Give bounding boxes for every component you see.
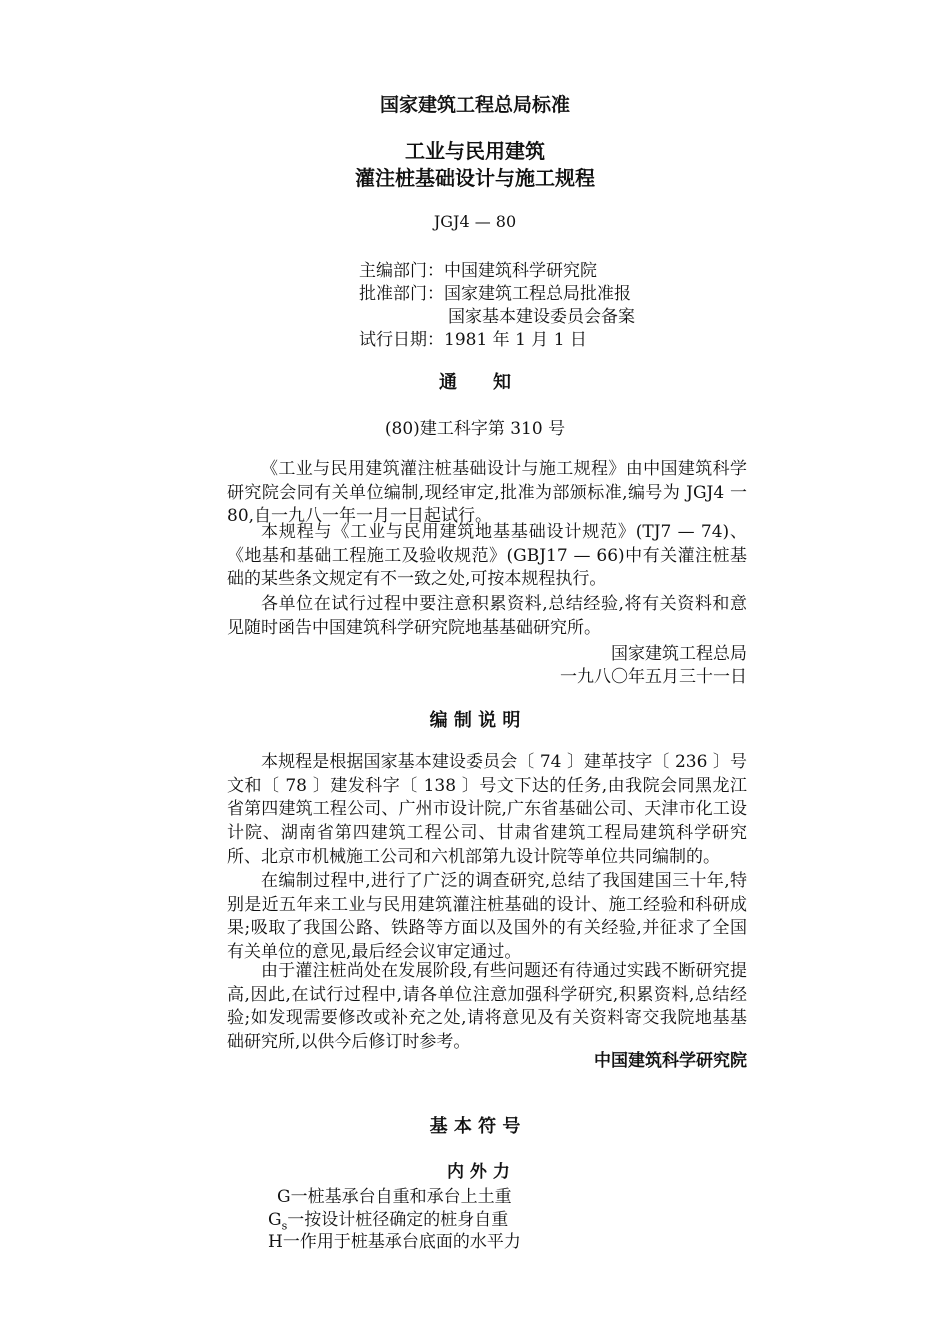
notice-paragraph-1: 《工业与民用建筑灌注桩基础设计与施工规程》由中国建筑科学研究院会同有关单位编制,现经审定,批准为部颁标准,编号为 JGJ4 一 80,自一九八一年一月一日起试行。 (227, 459, 747, 527)
notice-paragraph-3: 各单位在试行过程中要注意积累资料,总结经验,将有关资料和意见随时函告中国建筑科学研究院地基基础研究所。 (227, 594, 747, 638)
symbol-subscript: s (281, 1219, 288, 1233)
trial-label: 试行日期： (359, 330, 444, 350)
symbol: G (277, 1187, 291, 1207)
symbols-heading: 基 本 符 号 (429, 1116, 521, 1137)
symbol: H (268, 1232, 283, 1252)
compilation-signer: 中国建筑科学研究院 (594, 1051, 747, 1071)
compilation-heading: 编 制 说 明 (429, 710, 521, 731)
symbols-subheading: 内 外 力 (447, 1162, 510, 1182)
notice-signer: 国家建筑工程总局 (611, 644, 747, 664)
editor-value: 中国建筑科学研究院 (444, 261, 597, 281)
symbol-description: 一桩基承台自重和承台上土重 (290, 1187, 512, 1207)
symbol: G (268, 1210, 282, 1230)
trial-date: 1981 年 1 月 1 日 (444, 330, 587, 350)
compilation-paragraph-2: 在编制过程中,进行了广泛的调查研究,总结了我国建国三十年,特别是近五年来工业与民用建筑灌注桩基础的设计、施工经验和科研成果;吸取了我国公路、铁路等方面以及国外的有关经验,并征求了全国有关单位的意见,最后经会议审定通过。 (227, 871, 747, 963)
meta-editor (359, 256, 597, 281)
title-line-1: 工业与民用建筑 (405, 139, 545, 163)
notice-heading: 通 知 (439, 372, 511, 393)
approver-value-1: 国家建筑工程总局批准报 (444, 284, 631, 304)
bureau-standard: 国家建筑工程总局标准 (379, 94, 570, 116)
notice-paragraph-2: 本规程与《工业与民用建筑地基基础设计规范》(TJ7 — 74)、《地基和基础工程施工及验收规范》(GBJ17 — 66)中有关灌注桩基础的某些条文规定有不一致之处,可按本规程执行。 (227, 522, 747, 590)
meta-trial (359, 325, 587, 350)
compilation-paragraph-3: 由于灌注桩尚处在发展阶段,有些问题还有待通过实践不断研究提高,因此,在试行过程中,请各单位注意加强科学研究,积累资料,总结经验;如发现需要修改或补充之处,请将意见及有关资料寄交我院地基基础研究所,以供今后修订时参考。 (227, 961, 747, 1053)
notice-doc-number: (80)建工科字第 310 号 (384, 419, 566, 439)
notice-date: 一九八〇年五月三十一日 (560, 667, 747, 687)
compilation-paragraph-1: 本规程是根据国家基本建设委员会〔 74 〕建革技字〔 236 〕号文和〔 78 〕建发科字〔 138 〕号文下达的任务,由我院会同黑龙江省第四建筑工程公司、广州市设计院,广东省基础公司、天津市化工设计院、湖南省第四建筑工程公司、甘肃省建筑工程局建筑科学研究所、北京市机械施工公司和六机部第九设计院等单位共同编制的。 (227, 752, 747, 867)
approver-label: 批准部门： (359, 284, 444, 304)
symbol-description: 一按设计桩径确定的桩身自重 (287, 1210, 509, 1230)
symbol-item (277, 1182, 512, 1207)
title-line-2: 灌注桩基础设计与施工规程 (355, 166, 595, 190)
meta-approver (359, 279, 631, 304)
approver-value-2: 国家基本建设委员会备案 (448, 307, 635, 327)
standard-code: JGJ4 — 80 (433, 212, 517, 231)
symbol-item (268, 1227, 521, 1252)
symbol-description: 一作用于桩基承台底面的水平力 (282, 1232, 521, 1252)
editor-label: 主编部门： (359, 261, 444, 281)
